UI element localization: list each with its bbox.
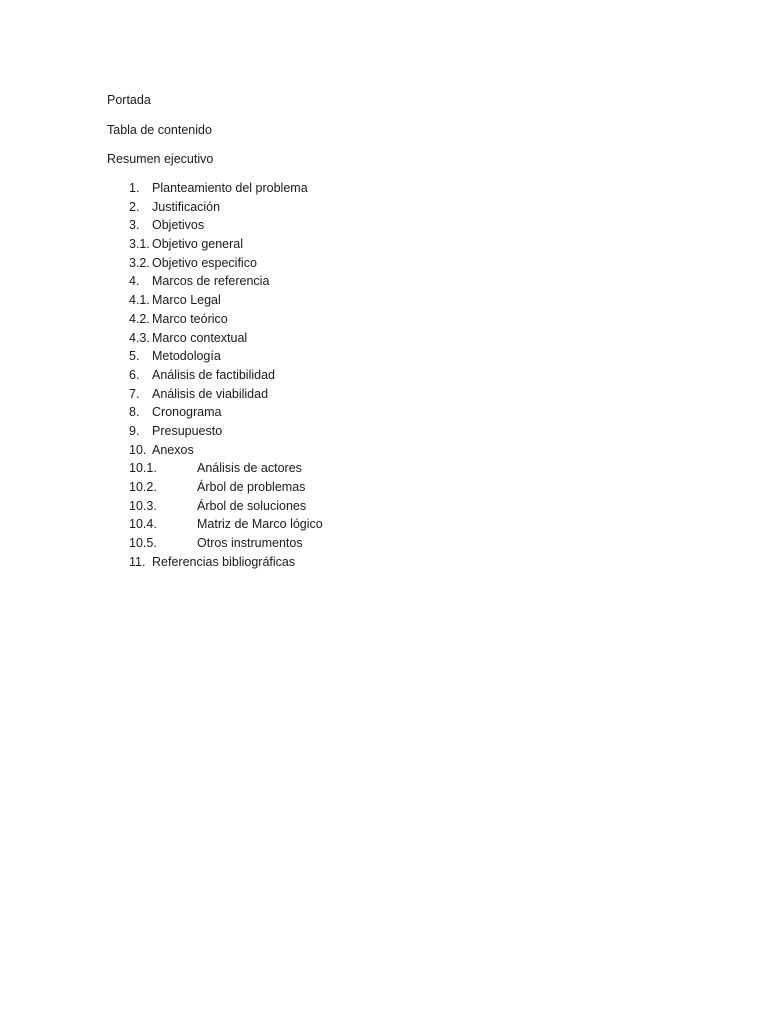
toc-item — [0, 460, 768, 479]
toc-item — [0, 442, 768, 461]
toc-item — [0, 554, 768, 573]
toc-item — [0, 273, 768, 292]
toc-item-number: 4.2. — [129, 311, 150, 326]
toc-item-number: 10.4. — [129, 517, 157, 532]
toc-item-number: 10. — [129, 442, 147, 457]
toc-item-number: 4.1. — [129, 293, 150, 308]
toc-item — [0, 498, 768, 517]
toc-item-number: 10.1. — [129, 461, 157, 476]
toc-item-text: Análisis de factibilidad — [152, 367, 275, 382]
heading-resumen-ejecutivo: Resumen ejecutivo — [107, 152, 214, 166]
toc-item-text: Justificación — [152, 199, 221, 214]
toc-item-number: 11. — [129, 554, 146, 569]
heading-portada: Portada — [107, 93, 151, 107]
toc-item — [0, 479, 768, 498]
toc-item-text: Anexos — [152, 442, 194, 457]
toc-item-number: 7. — [129, 386, 140, 401]
toc-item — [0, 348, 768, 367]
heading-tabla-de-contenido: Tabla de contenido — [107, 123, 212, 137]
toc-item-number: 1. — [129, 181, 140, 195]
toc-item — [0, 386, 768, 405]
toc-item-number: 3.1. — [129, 237, 150, 252]
toc-item-number: 9. — [129, 423, 140, 438]
toc-item-text: Objetivos — [152, 218, 205, 233]
toc-item-number: 10.2. — [129, 480, 157, 494]
toc-item — [0, 311, 768, 330]
toc-item-text: Objetivo general — [152, 237, 244, 252]
toc-item-number: 4. — [129, 274, 140, 289]
toc-item — [0, 236, 768, 255]
toc-item-number: 3.2. — [129, 255, 150, 270]
toc-item — [0, 199, 768, 218]
toc-item — [0, 404, 768, 423]
table-of-contents-list — [0, 180, 768, 572]
toc-item-text: Presupuesto — [152, 423, 223, 438]
toc-item — [0, 255, 768, 274]
toc-item-text: Marco Legal — [152, 293, 221, 308]
toc-item-text: Árbol de soluciones — [197, 498, 307, 513]
toc-item-number: 6. — [129, 367, 140, 382]
toc-item — [0, 180, 768, 199]
toc-item-text: Planteamiento del problema — [152, 181, 308, 195]
toc-item-number: 8. — [129, 405, 140, 420]
toc-item-number: 4.3. — [129, 330, 150, 345]
toc-item — [0, 516, 768, 535]
toc-item-text: Matriz de Marco lógico — [197, 517, 323, 532]
toc-item-text: Marco contextual — [152, 330, 248, 345]
toc-item-text: Otros instrumentos — [197, 536, 303, 551]
toc-item-text: Cronograma — [152, 405, 222, 420]
toc-item — [0, 367, 768, 386]
toc-item-text: Metodología — [152, 349, 221, 364]
toc-item — [0, 423, 768, 442]
toc-item-number: 10.5. — [129, 536, 157, 551]
toc-item-text: Análisis de actores — [197, 461, 302, 476]
toc-item-number: 5. — [129, 349, 140, 364]
toc-item-number: 10.3. — [129, 498, 157, 513]
toc-item — [0, 330, 768, 349]
toc-item-text: Análisis de viabilidad — [152, 386, 269, 401]
toc-item-text: Referencias bibliográficas — [152, 554, 296, 569]
toc-item-text: Objetivo especifico — [152, 255, 257, 270]
toc-item — [0, 535, 768, 554]
toc-item-number: 2. — [129, 199, 140, 214]
toc-item — [0, 217, 768, 236]
toc-item-text: Marcos de referencia — [152, 274, 270, 289]
toc-item — [0, 292, 768, 311]
toc-item-text: Marco teórico — [152, 311, 228, 326]
toc-item-text: Árbol de problemas — [197, 480, 306, 494]
toc-item-number: 3. — [129, 218, 140, 233]
